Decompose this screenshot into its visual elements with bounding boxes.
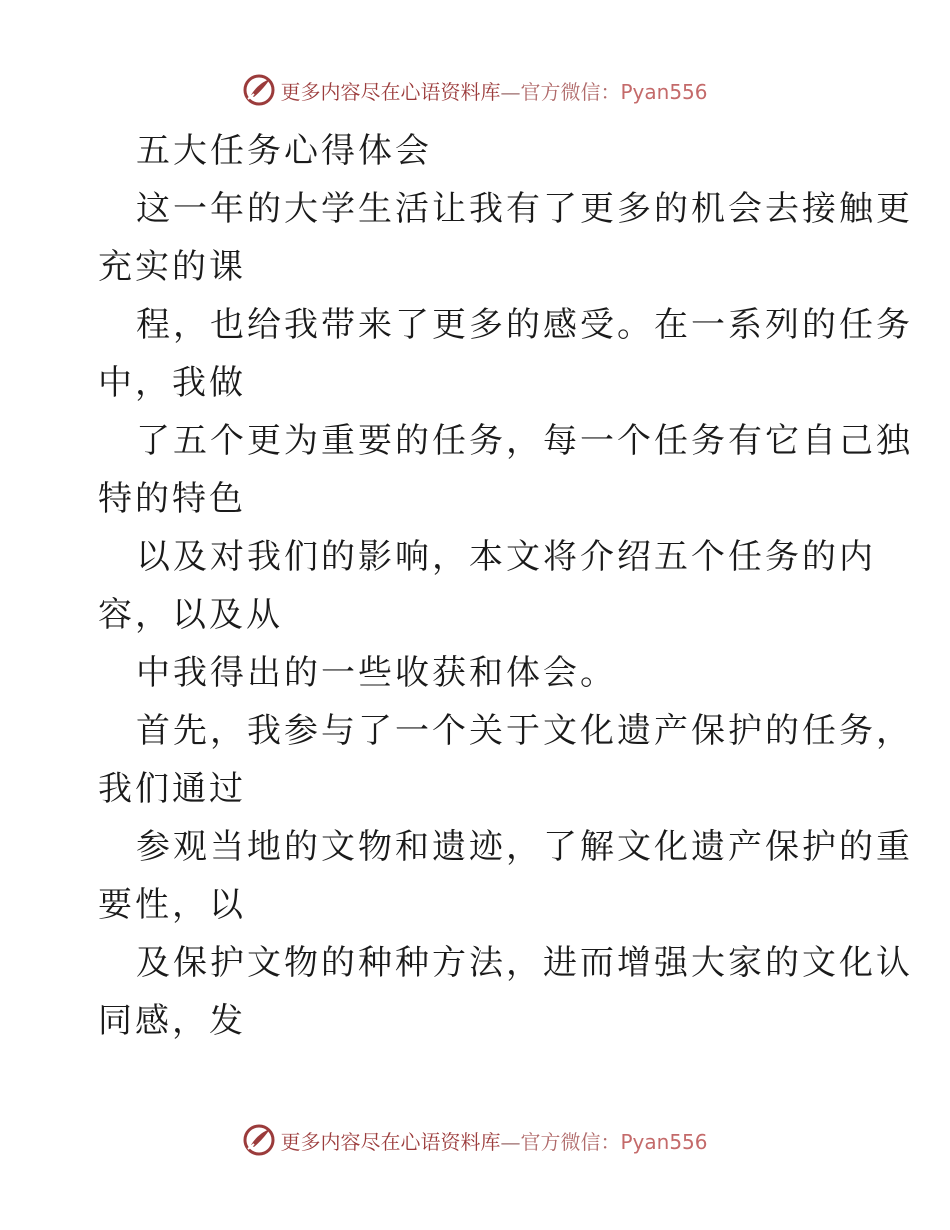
header-banner (0, 70, 950, 110)
footer-wechat-label: 官方微信： (520, 1129, 621, 1154)
footer-dash: — (500, 1129, 521, 1154)
paragraph-line: 特的特色 (98, 479, 246, 519)
footer-prefix: 更多内容尽在心语资料库 (280, 1129, 501, 1154)
paragraph-line: 中我得出的一些收获和体会。 (136, 653, 617, 693)
paragraph-line: 程，也给我带来了更多的感受。在一系列的任务 (136, 305, 913, 345)
paragraph-line: 这一年的大学生活让我有了更多的机会去接触更 (136, 189, 913, 229)
paragraph-line: 我们通过 (98, 769, 246, 809)
paragraph-line: 容，以及从 (98, 595, 283, 635)
paragraph-line: 要性，以 (98, 885, 246, 925)
quill-circle-icon (242, 1123, 276, 1157)
document-title: 五大任务心得体会 (136, 131, 432, 171)
footer-banner (0, 1120, 950, 1160)
paragraph-line: 及保护文物的种种方法，进而增强大家的文化认 (136, 943, 913, 983)
quill-circle-icon (242, 73, 276, 107)
paragraph-line: 同感，发 (98, 1001, 246, 1041)
footer-account: Pyan556 (620, 1129, 708, 1154)
footer-text (280, 1126, 707, 1155)
paragraph-line: 参观当地的文物和遗迹，了解文化遗产保护的重 (136, 827, 913, 867)
header-prefix: 更多内容尽在心语资料库 (280, 79, 501, 104)
paragraph-line: 首先，我参与了一个关于文化遗产保护的任务， (136, 711, 913, 751)
header-text (280, 76, 707, 105)
paragraph-line: 中，我做 (98, 363, 246, 403)
header-account: Pyan556 (620, 79, 708, 104)
paragraph-line: 充实的课 (98, 247, 246, 287)
paragraph-line: 了五个更为重要的任务，每一个任务有它自己独 (136, 421, 913, 461)
paragraph-line: 以及对我们的影响，本文将介绍五个任务的内 (136, 537, 876, 577)
header-wechat-label: 官方微信： (520, 79, 621, 104)
header-dash: — (500, 79, 521, 104)
document-body (98, 122, 913, 1050)
